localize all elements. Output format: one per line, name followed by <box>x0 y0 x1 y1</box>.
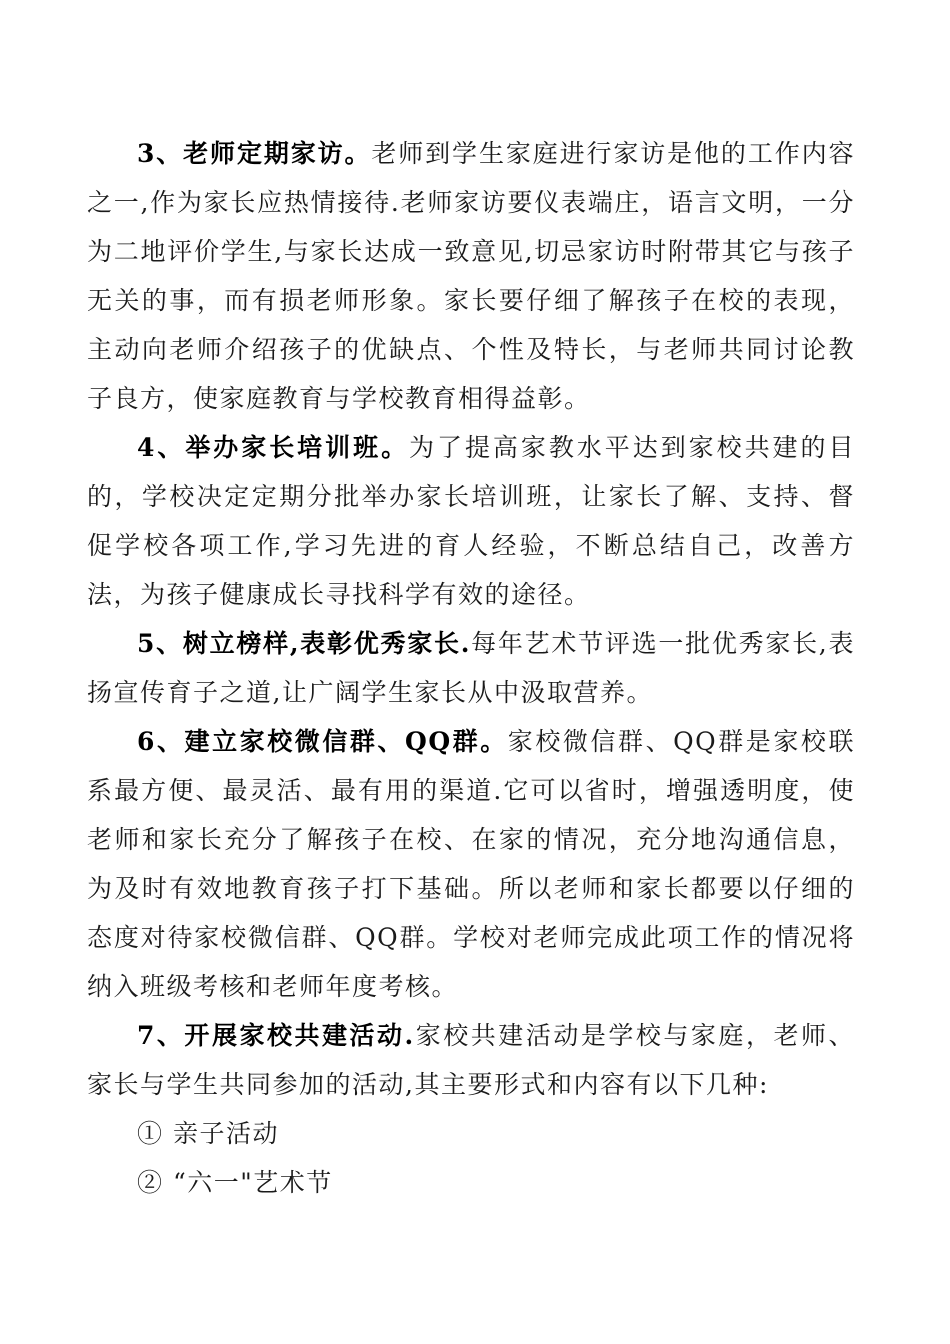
paragraph-parent-training <box>87 423 855 619</box>
section-heading: 6、建立家校微信群、QQ群。 <box>137 727 508 756</box>
paragraph-outstanding-parents <box>87 619 855 717</box>
section-heading: 4、举办家长培训班。 <box>137 433 410 462</box>
section-heading: 3、老师定期家访。 <box>137 139 372 168</box>
section-text: 家校微信群、QQ群是家校联系最方便、最灵活、最有用的渠道.它可以省时，增强透明度，使老师和家长充分了解孩子在校、在家的情况，充分地沟通信息，为及时有效地教育孩子打下基础。所以老师和家长都要以仔细的态度对待家校微信群、QQ群。学校对老师完成此项工作的情况将纳入班级考核和老师年度考核。 <box>87 727 855 1001</box>
section-text: 家校共建活动是学校与家庭，老师、家长与学生共同参加的活动,其主要形式和内容有以下几种: <box>87 1021 855 1099</box>
list-item-art-festival: ② “六一"艺术节 <box>137 1168 333 1197</box>
section-heading: 7、开展家校共建活动. <box>137 1021 415 1050</box>
section-text: 为了提高家教水平达到家校共建的目的，学校决定定期分批举办家长培训班，让家长了解、支持、督促学校各项工作,学习先进的育人经验，不断总结自己，改善方法，为孩子健康成长寻找科学有效的途径。 <box>87 433 855 609</box>
section-heading: 5、树立榜样,表彰优秀家长. <box>137 629 471 658</box>
paragraph-home-visits <box>87 129 855 423</box>
section-text: 老师到学生家庭进行家访是他的工作内容之一,作为家长应热情接待.老师家访要仪表端庄，语言文明，一分为二地评价学生,与家长达成一致意见,切忌家访时附带其它与孩子无关的事，而有损老师形象。家长要仔细了解孩子在校的表现，主动向老师介绍孩子的优缺点、个性及特长，与老师共同讨论教子良方，使家庭教育与学校教育相得益彰。 <box>87 139 855 413</box>
paragraph-wechat-qq-groups <box>87 717 855 1011</box>
paragraph-joint-activities <box>87 1011 855 1109</box>
list-item-parent-child: ① 亲子活动 <box>137 1119 279 1148</box>
section-text: 每年艺术节评选一批优秀家长,表扬宣传育子之道,让广阔学生家长从中汲取营养。 <box>87 629 855 707</box>
document-body <box>87 129 855 1207</box>
